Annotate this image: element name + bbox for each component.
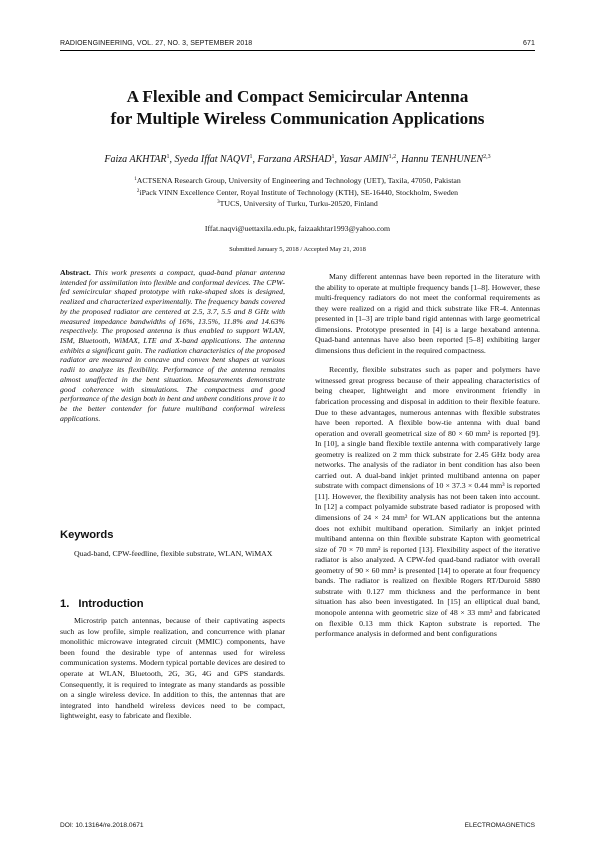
author-affiliation-mark: 1 [331, 154, 335, 160]
abstract [60, 268, 285, 424]
author-name: Syeda Iffat NAQVI [174, 154, 250, 165]
author-affiliation-mark: 1,2 [388, 154, 397, 160]
affiliation-number: 2 [136, 188, 140, 194]
abstract-text: This work presents a compact, quad-band planar antenna intended for assimilation into flexible and conformal devices. The CPW-fed semicircular shaped prototype with rake-shaped slots is designed, realized and characterized experimentally. The frequency bands covered by the proposed radiator are centered at 2.5, 3.7, 5.5 and 8 GHz with measured impedance bandwidths of 16%, 13.5%, 11.8% and 14.63% respectively. The proposed antenna is thus enabled to support WLAN, ISM, Bluetooth, WiMAX, LTE and X-band applications. The antenna exhibits a significant gain. The radiation characteristics of the proposed radiator are measured in concave and convex bent shapes at various radii to analyze its flexibility. Performance of the antenna remains almost unaffected in the bent situation. Measurements demonstrate good coherence with simulations. The compactness and good performance of the design both in bent and unbent conditions prove it to be the better contender for future multiband conformal wireless applications. [60, 268, 286, 423]
page-number: 671 [523, 40, 535, 47]
author-affiliation-mark: 1 [249, 154, 253, 160]
keywords-text: Quad-band, CPW-feedline, flexible substrate, WLAN, WiMAX [74, 549, 273, 558]
author-name: Hannu TENHUNEN [401, 154, 484, 165]
author-list: Faiza AKHTAR$^1$, Syeda Iffat NAQVI$^1$, Farzana ARSHAD$^1$, Yasar AMIN$^{1,2}$, Hannu TENHUNEN$^{2,3}$ [104, 154, 491, 165]
affiliation-number: 3 [217, 200, 220, 205]
affiliation-list [60, 175, 535, 210]
author-name: Faiza AKHTAR [104, 154, 167, 165]
page-footer [60, 822, 535, 829]
left-column [60, 268, 285, 424]
author-name: Yasar AMIN [339, 154, 389, 165]
body-paragraph: Many different antennas have been reported in the literature with the ability to operate at multiple frequency bands [1–8]. However, these multi-frequency radiators do not meet the conformal requirements as they were realized on a rigid and thick substrate like FR-4. Antennas presented in [1–3] are triple band rigid antennas with large geometrical dimensions. Prototype presented in [4] is a large hexaband antenna. Quad-band antennas have also been reported [5–8] exhibiting larger dimensions thus deficient in the required compactness. [315, 272, 540, 355]
author-affiliation-mark: 2,3 [483, 154, 491, 160]
body-paragraph: Recently, flexible substrates such as paper and polymers have witnessed great progress because of their appealing characteristics of being cheaper, lightweight and more environment friendly in fabrication processing and disposal in addition to their flexible feature. Due to these advantages, numerous antennas with flexible substrates have been reported. A flexible bow-tie antenna with dual band operation and overall geometrical size of 80 × 60 mm² is reported [9]. In [10], a single band flexible textile antenna with comparatively large geometry is realized on 2 mm thick substrate for 2.45 GHz body area networks. The analysis of the radiator in bent condition has also been carried out. A dual-band inkjet printed multiband antenna on paper substrate with compact dimensions of 10 × 37.3 × 0.44 mm³ is reported [11]. However, the flexibility analysis has not been taken into account. In [12] a compact polyamide substrate based radiator is proposed with dimensions of 24 × 24 mm² for WLAN applications but the antenna does not exhibit multiband operation. Similarly an inkjet printed multiband antenna on thin flexible substrate Kapton with geometrical size of 70 × 70 mm² is reported [13]. Flexibility aspect of the iterative radiator is also analyzed. A CPW-fed quad-band radiator with overall geometry of 90 × 60 mm² is presented [14] to operate at four frequency bands. The radiator is realized on flexible Rogers RT/Duroid 5880 substrate with 0.127 mm thickness and the performance in bent situation has also been investigated. In [15] an elliptical dual band, monopole antenna with geometric size of 48 × 33 mm² and fabricated on flexible 0.13 mm thick Kapton substrate is reported. The performance analysis in deformed and bent configurations [315, 365, 540, 639]
affiliation: $^2$iPack VINN Excellence Center, Royal Institute of Technology (KTH), SE-16440, Stockholm, Sweden [136, 187, 459, 197]
submission-dates: Submitted January 5, 2018 / Accepted May 21, 2018 [229, 246, 366, 253]
journal-section: ELECTROMAGNETICS [464, 822, 535, 829]
doi: DOI: 10.13164/re.2018.0671 [60, 822, 144, 829]
abstract-label: Abstract. [60, 268, 91, 277]
paper-title [40, 86, 555, 130]
author-name: Farzana ARSHAD [257, 154, 332, 165]
introduction-paragraph: Microstrip patch antennas, because of their captivating aspects such as low profile, simple realization, and concurrence with planar monolithic microwave integrated circuit (MMIC) components, have been found the desirable type of antennas used for wireless communication systems. Modern typical portable devices are desired to operate at WLAN, Bluetooth, 2G, 3G, 4G and GPS standards. Consequently, it is required to integrate as many standards as possible on a single wireless device. In addition to this, the antennas that are integrated into handheld wireless devices need to be compact, lightweight, easy to fabricate and flexible. [60, 616, 285, 721]
running-header [60, 40, 535, 51]
title-line-1: A Flexible and Compact Semicircular Antenna [126, 87, 469, 106]
right-column [315, 272, 540, 640]
keywords-heading: Keywords [60, 529, 114, 541]
affiliation-number: 1 [134, 177, 137, 182]
section-title: Introduction [78, 598, 144, 610]
title-line-2: for Multiple Wireless Communication Applications [110, 109, 485, 128]
author-affiliation-mark: 1 [166, 154, 170, 160]
journal-info: RADIOENGINEERING, VOL. 27, NO. 3, SEPTEMBER 2018 [60, 40, 253, 47]
introduction-heading [60, 597, 144, 611]
affiliation: $^3$TUCS, University of Turku, Turku-20520, Finland [217, 199, 378, 208]
affiliation: $^1$ACTSENA Research Group, University of Engineering and Technology (UET), Taxila, 47050, Pakistan [134, 176, 461, 185]
section-number: 1. [60, 598, 70, 610]
contact-emails: Iffat.naqvi@uettaxila.edu.pk, faizaakhtar1993@yahoo.com [204, 224, 391, 233]
